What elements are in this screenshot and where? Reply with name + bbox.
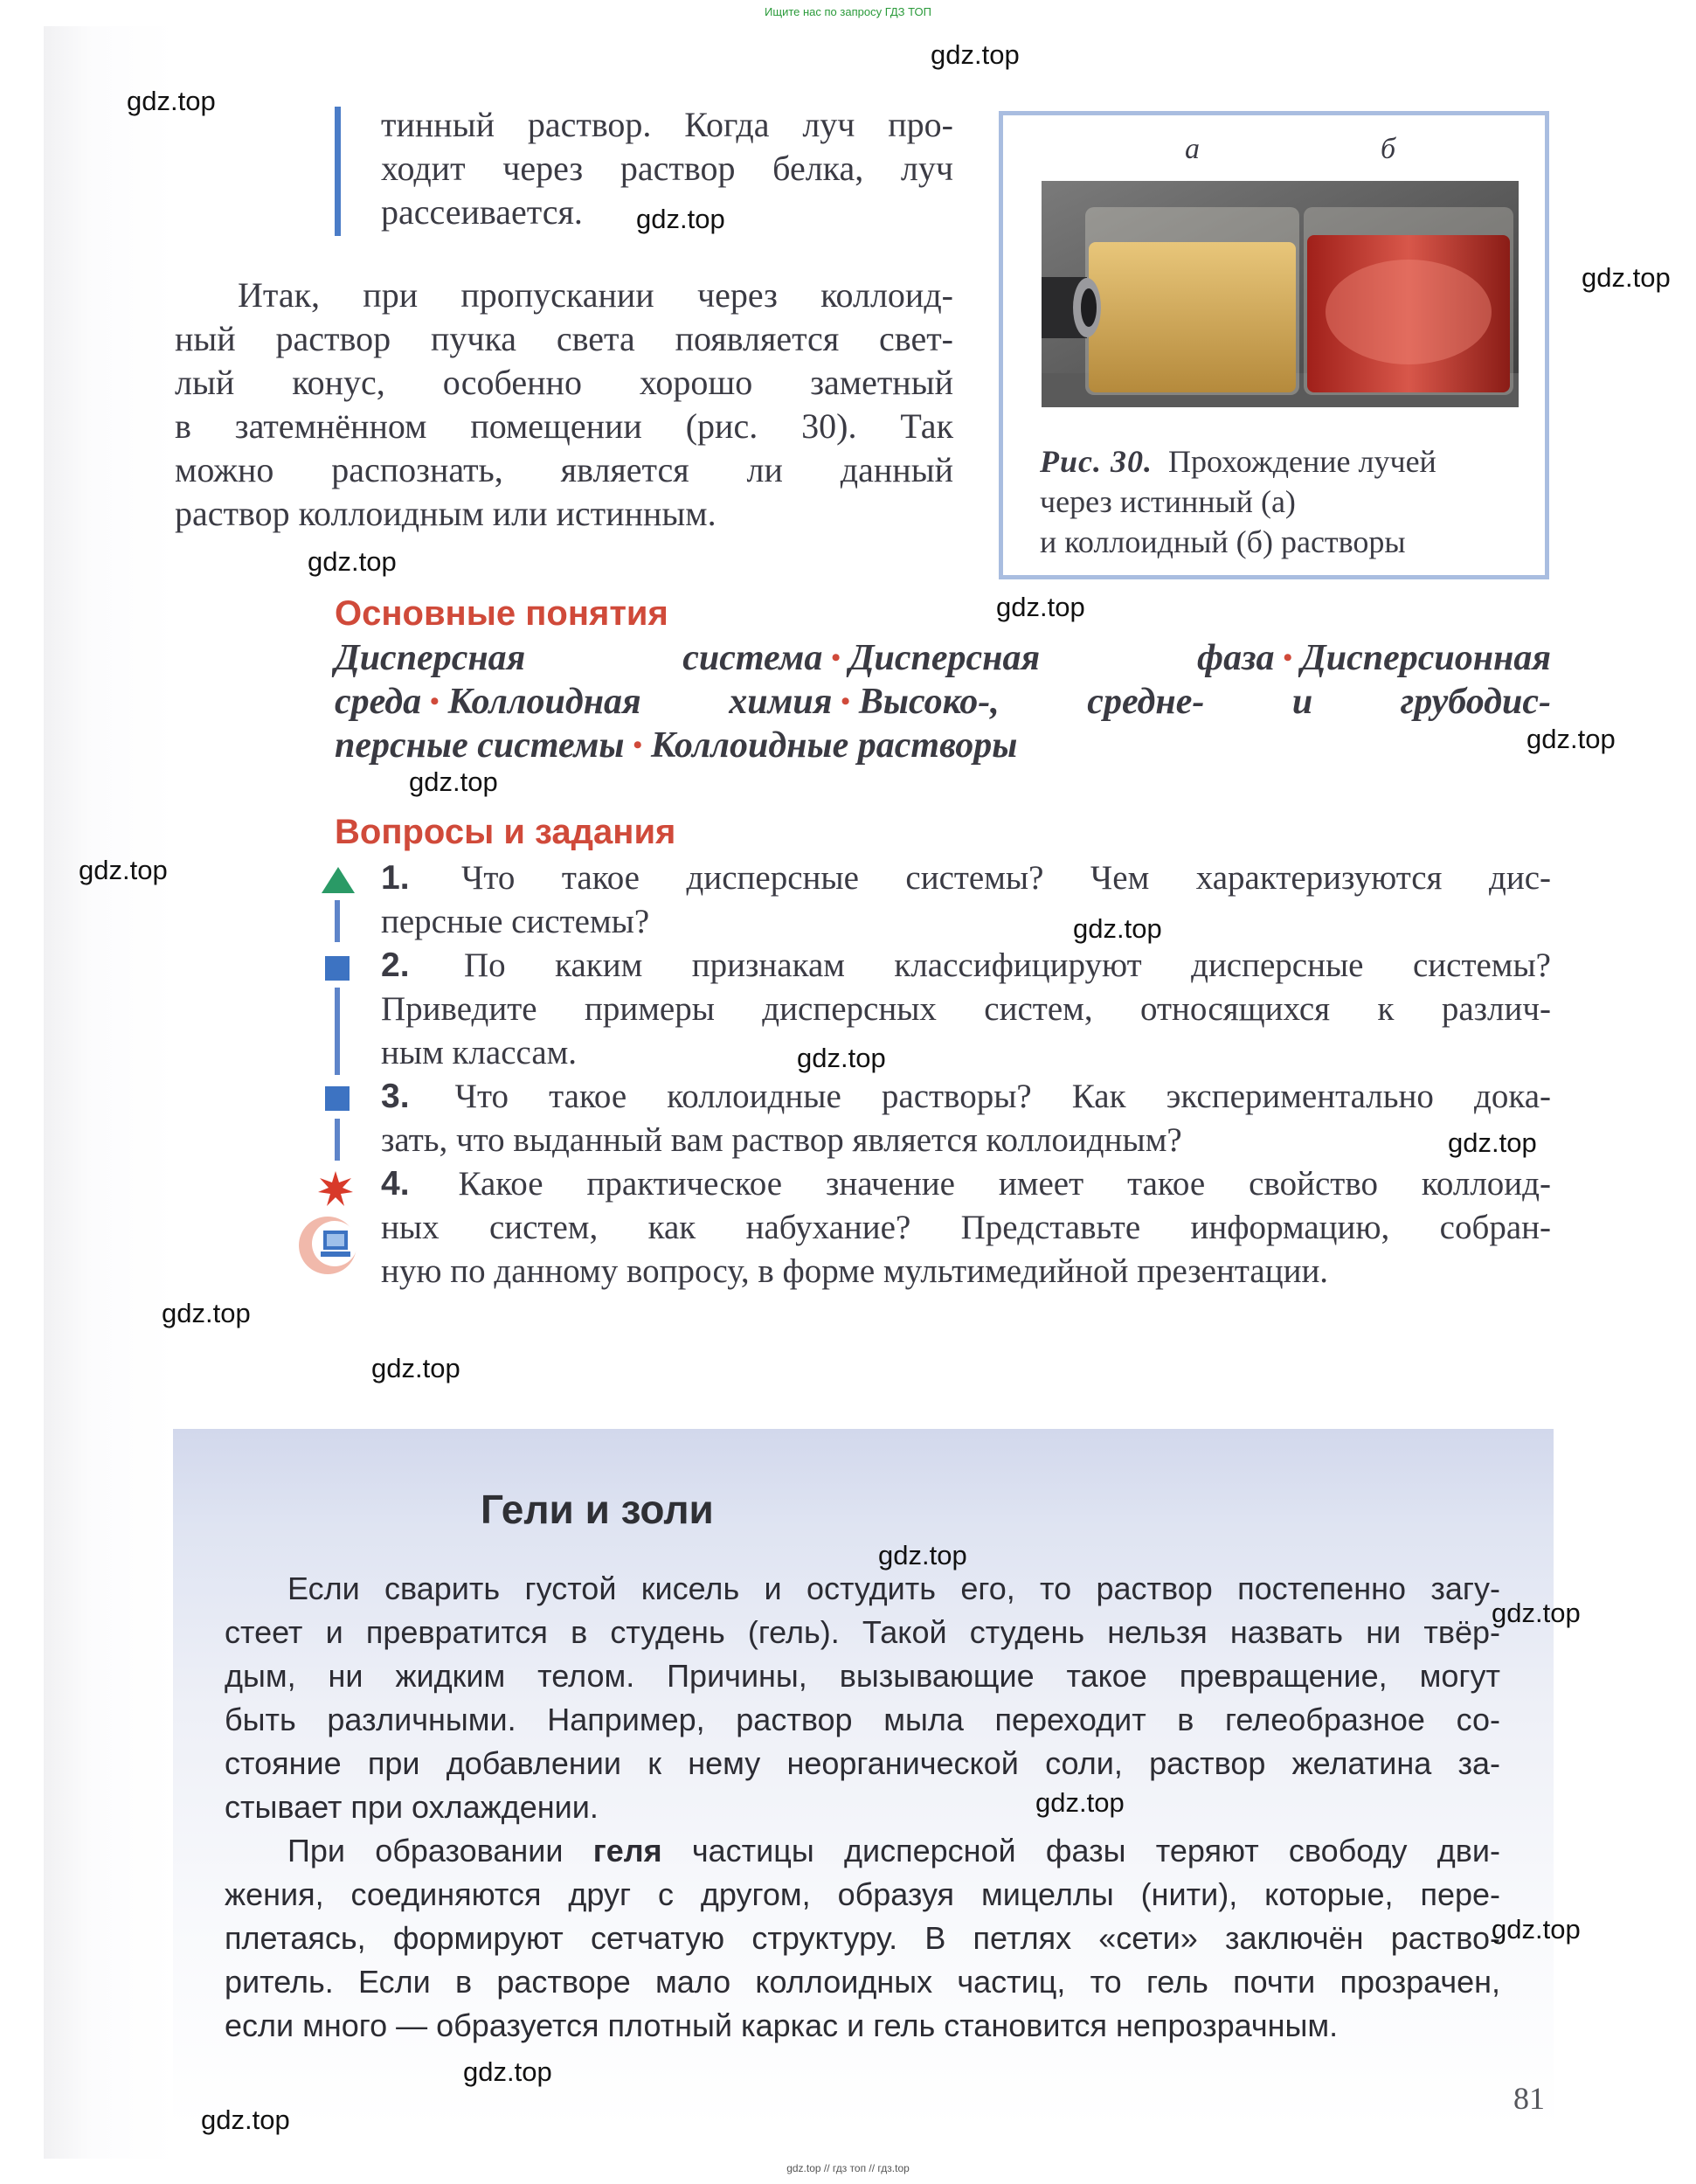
bullet-dot-icon: • [1283, 643, 1293, 672]
text-line: можно распознать, является ли данный [175, 450, 953, 489]
concept-term: Высоко-, средне- и грубодис- [858, 682, 1551, 722]
concepts-heading: Основные понятия [335, 594, 668, 633]
text-line: если много — образуется плотный каркас и гель становится непрозрачным. [225, 2007, 1339, 2043]
text-line [225, 1829, 1500, 1873]
text-line: лый конус, особенно хорошо заметный [175, 363, 953, 402]
question-number: 4. [381, 1165, 410, 1203]
text-line: быть различными. Например, раствор мыла переходит в гелеобразное со- [225, 1702, 1500, 1737]
text-line: ходит через раствор белка, луч [381, 149, 953, 188]
concept-term: Дисперсионная [1301, 638, 1551, 678]
watermark: gdz.top [162, 1298, 251, 1328]
term-gel: геля [592, 1833, 662, 1869]
watermark: gdz.top [996, 592, 1085, 622]
watermark: gdz.top [127, 86, 216, 116]
question-text: Какое практическое значение имеет такое свойство коллоид- [458, 1165, 1552, 1203]
concept-term: Дисперсная фаза [848, 638, 1275, 678]
question-4 [381, 1162, 1551, 1293]
text-line: тинный раствор. Когда луч про- [381, 105, 953, 144]
text-line: раствор коллоидным или истинным. [175, 494, 716, 533]
text-line: стояние при добавлении к нему неорганической соли, раствор желатина за- [225, 1745, 1500, 1781]
question-text: По каким признакам классифицируют дисперсные системы? [464, 946, 1551, 984]
concept-term: Коллоидная химия [447, 682, 833, 722]
bullet-dot-icon: • [430, 687, 440, 716]
question-text: Что такое дисперсные системы? Чем характеризуются дис- [461, 859, 1552, 897]
caption-figure-number: Рис. 30. [1040, 444, 1153, 479]
triangle-marker-icon [322, 867, 355, 893]
square-marker-icon [325, 956, 350, 981]
quote-bar [335, 107, 341, 236]
questions-heading: Вопросы и задания [335, 813, 676, 851]
bullet-dot-icon: • [841, 687, 850, 716]
text-line: стеет и превратится в студень (гель). Такой студень нельзя назвать ни твёр- [225, 1614, 1500, 1650]
watermark: gdz.top [1492, 1598, 1581, 1628]
question-number: 3. [381, 1078, 410, 1115]
watermark: gdz.top [1448, 1127, 1537, 1158]
watermark: gdz.top [1582, 262, 1671, 293]
text-line: рассеивается. [381, 192, 583, 232]
watermark: gdz.top [308, 546, 397, 577]
page-number: 81 [1513, 2081, 1545, 2116]
beakers-illustration [1042, 181, 1519, 407]
main-paragraph [175, 274, 953, 536]
question-2 [381, 944, 1551, 1075]
square-marker-icon [325, 1086, 350, 1111]
watermark: gdz.top [931, 39, 1020, 70]
question-text: зать, что выданный вам раствор является коллоидным? [381, 1121, 1182, 1159]
text-line: стывает при охлаждении. [225, 1789, 599, 1825]
concept-term: Коллоидные растворы [651, 725, 1018, 766]
bullet-dot-icon: • [633, 731, 643, 759]
watermark: gdz.top [409, 766, 498, 797]
concept-term: Дисперсная система [335, 638, 823, 678]
concepts-list [335, 636, 1551, 767]
question-number: 1. [381, 859, 410, 897]
text-line: плетаясь, формируют сетчатую структуру. В петлях «сети» заключён раство- [225, 1920, 1500, 1956]
level-line-icon [335, 900, 340, 942]
question-number: 2. [381, 946, 410, 984]
concept-term: среда [335, 682, 422, 722]
caption-line: через истинный (а) [1040, 484, 1296, 519]
text-line: ритель. Если в растворе мало коллоидных частиц, то гель почти прозрачен, [225, 1964, 1500, 2000]
concepts-line [335, 724, 1551, 767]
watermark: gdz.top [1073, 913, 1162, 944]
text-fragment: При образовании [287, 1833, 593, 1869]
beakers-photo [1042, 181, 1519, 407]
caption-line: и коллоидный (б) растворы [1040, 524, 1406, 559]
question-1 [381, 856, 1551, 944]
question-3 [381, 1075, 1551, 1162]
watermark: gdz.top [1526, 724, 1616, 754]
text-fragment: частицы дисперсной фазы теряют свободу дви- [661, 1833, 1500, 1869]
question-text: ную по данному вопросу, в форме мультимедийной презентации. [381, 1252, 1329, 1290]
question-text: персные системы? [381, 903, 650, 940]
question-text: ным классам. [381, 1034, 578, 1071]
watermark: gdz.top [79, 855, 168, 885]
footer-note: gdz.top // гдз топ // гдз.top [786, 2162, 910, 2174]
star-marker-icon [318, 1171, 353, 1206]
question-text: Что такое коллоидные растворы? Как экспериментально дока- [454, 1078, 1551, 1115]
watermark: gdz.top [878, 1540, 967, 1570]
level-line-icon [335, 988, 340, 1075]
text-line: Итак, при пропускании через коллоид- [238, 275, 953, 315]
level-line-icon [335, 1119, 340, 1161]
gels-paragraph-1 [225, 1567, 1500, 1829]
concepts-line [335, 636, 1551, 680]
figure-caption [1040, 441, 1529, 562]
watermark: gdz.top [797, 1043, 886, 1073]
gels-paragraph-2 [225, 1829, 1500, 2048]
gels-sols-title: Гели и золи [481, 1487, 714, 1532]
computer-presentation-icon [297, 1215, 358, 1276]
text-line: в затемнённом помещении (рис. 30). Так [175, 406, 953, 446]
concepts-line [335, 680, 1551, 724]
question-text: Приведите примеры дисперсных систем, относящихся к различ- [381, 990, 1551, 1028]
figure-label-a: а [1185, 133, 1200, 165]
concept-term: персные системы [335, 725, 625, 766]
top-note: Ищите нас по запросу ГДЗ ТОП [765, 5, 931, 18]
watermark: gdz.top [371, 1353, 460, 1383]
text-line: жения, соединяются друг с другом, образуя мицеллы (нити), которые, пере- [225, 1876, 1500, 1912]
question-text: ных систем, как набухание? Представьте информацию, собран- [381, 1209, 1551, 1246]
watermark: gdz.top [201, 2104, 290, 2135]
caption-line: Прохождение лучей [1168, 444, 1436, 479]
watermark: gdz.top [1492, 1914, 1581, 1945]
watermark: gdz.top [636, 204, 725, 234]
bullet-dot-icon: • [831, 643, 841, 672]
text-line: дым, ни жидким телом. Причины, вызывающие такое превращение, могут [225, 1658, 1500, 1694]
text-line: Если сварить густой кисель и остудить его, то раствор постепенно загу- [287, 1570, 1500, 1606]
watermark: gdz.top [463, 2056, 552, 2087]
figure-label-b: б [1381, 133, 1396, 165]
watermark: gdz.top [1035, 1787, 1125, 1818]
figure-30 [999, 111, 1549, 579]
text-line: ный раствор пучка света появляется свет- [175, 319, 953, 358]
